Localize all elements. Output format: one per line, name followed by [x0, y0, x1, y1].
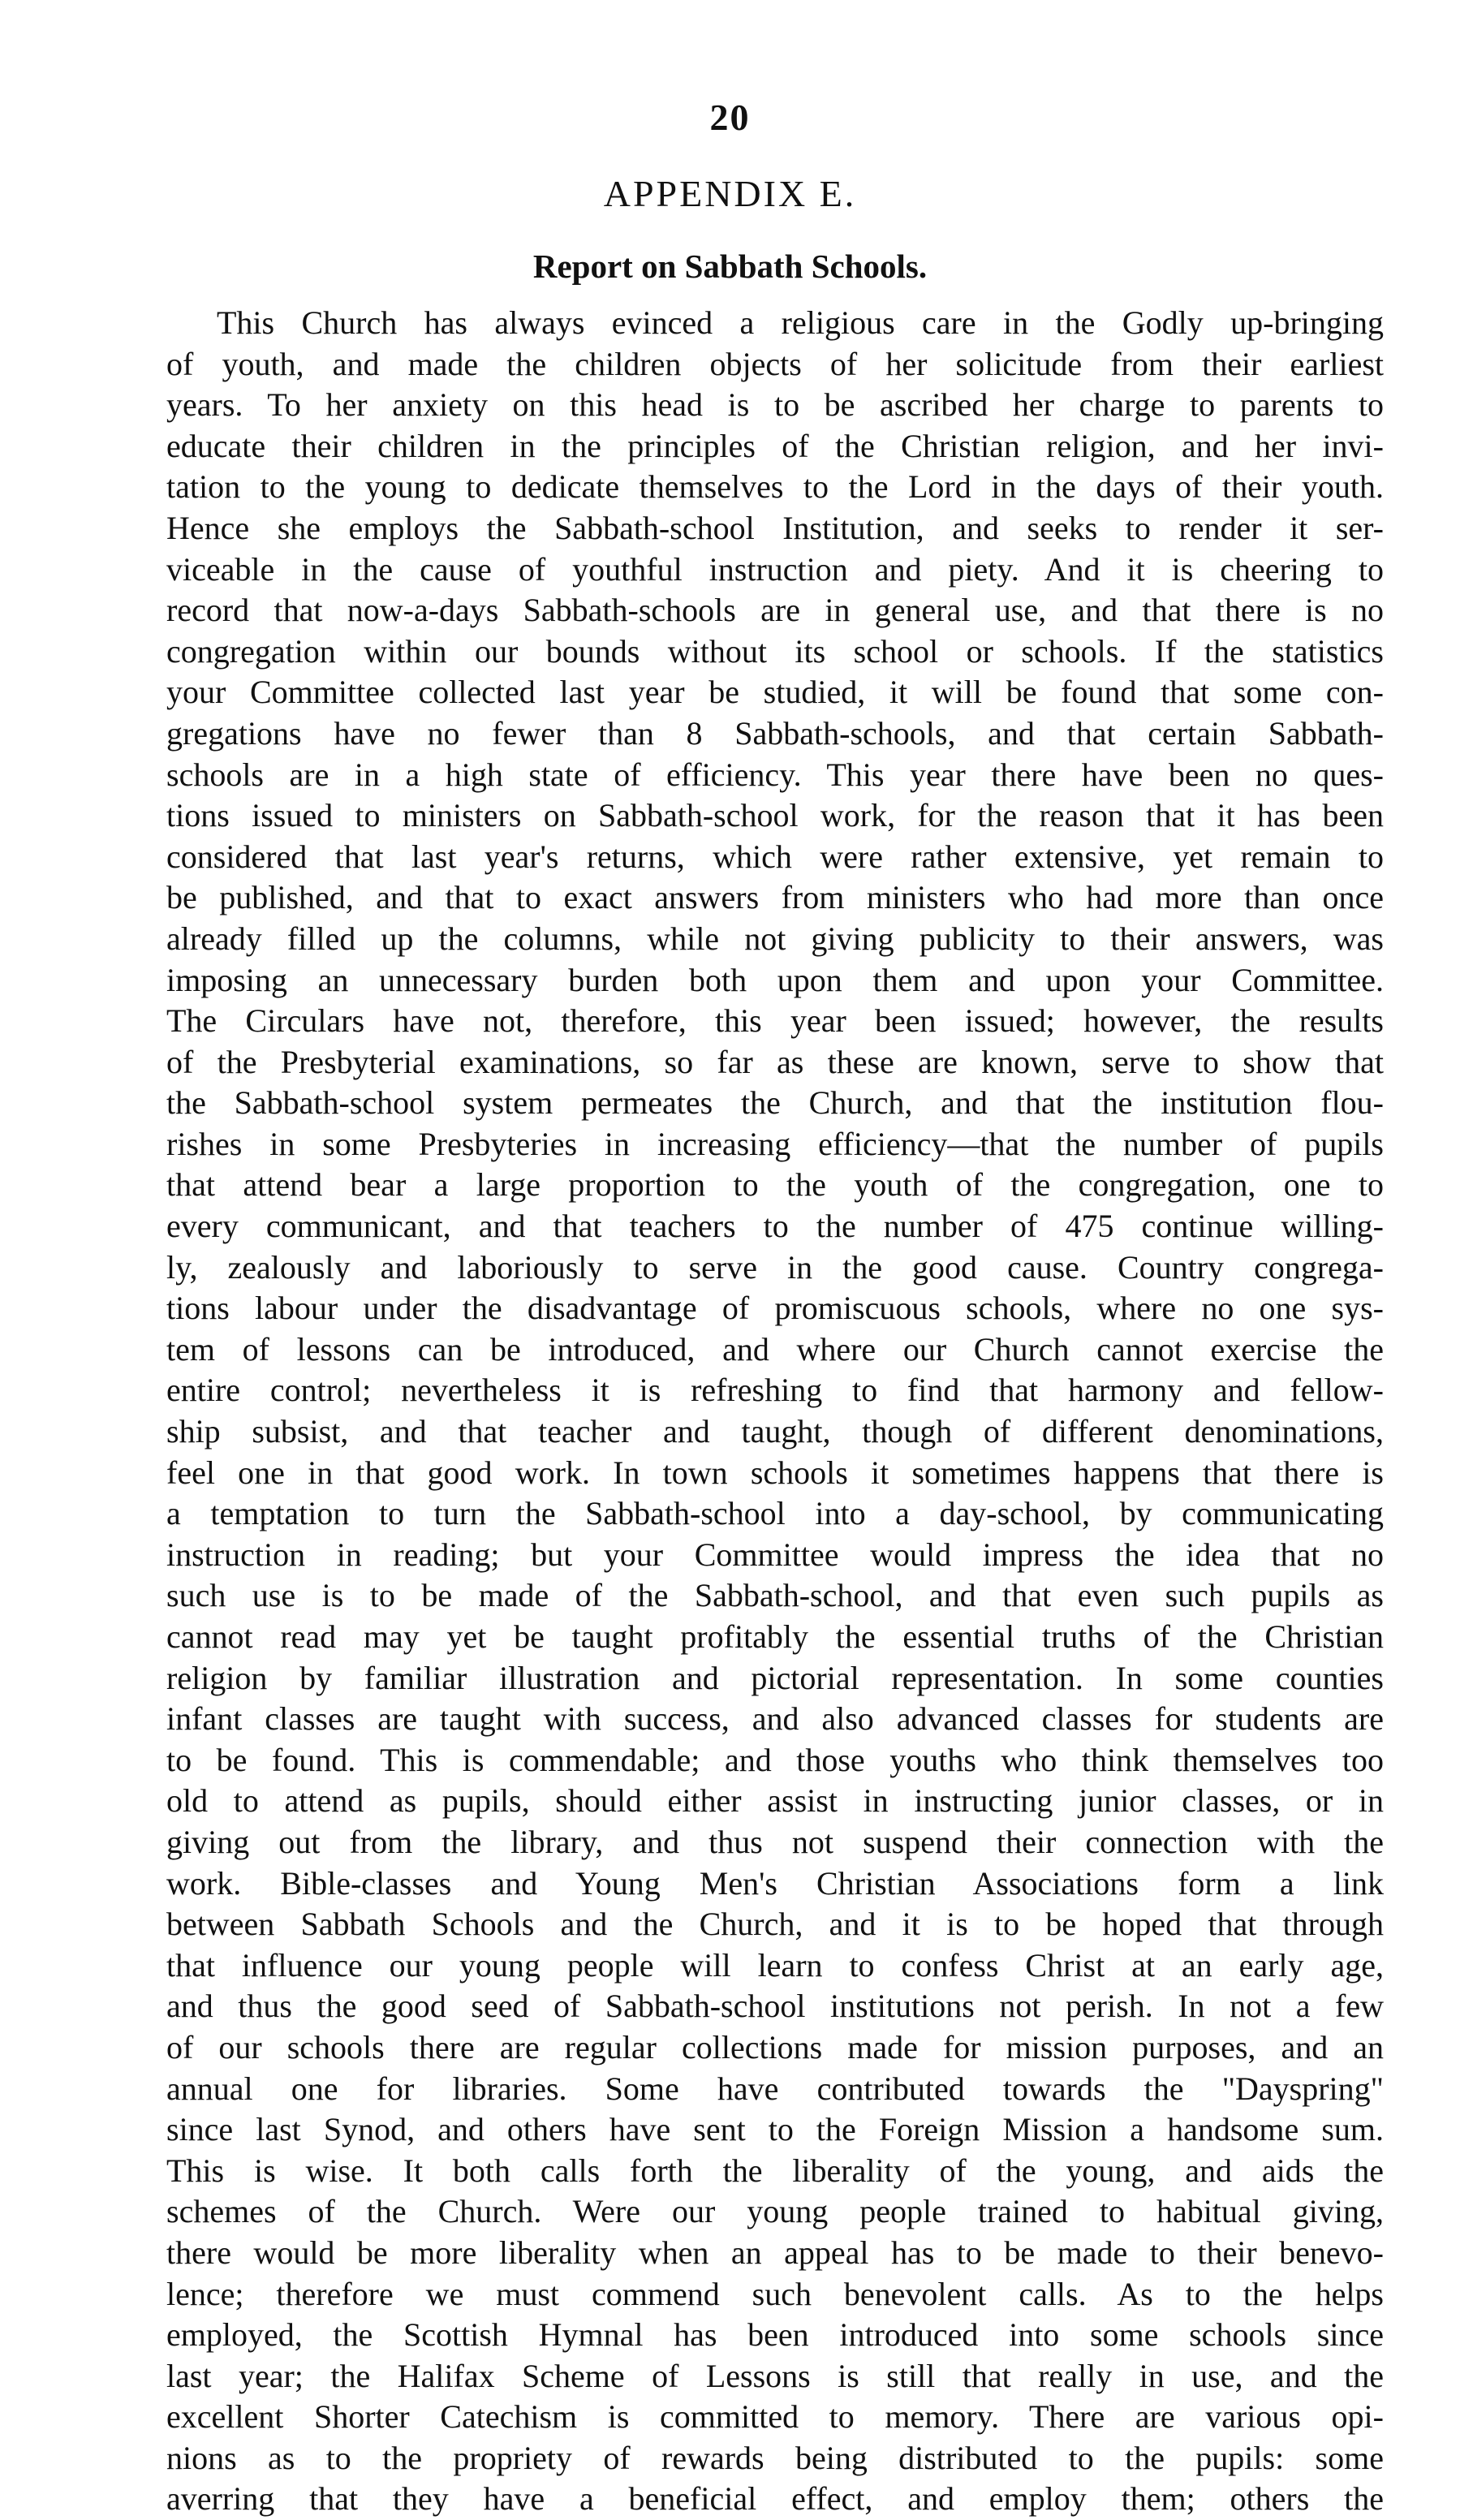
text-line: that influence our young people will learn to confess Christ at an early age, [166, 1946, 1384, 1984]
text-line: every communicant, and that teachers to the number of 475 continue willing- [166, 1208, 1384, 1245]
text-line: already filled up the columns, while not giving publicity to their answers, was [166, 920, 1384, 957]
text-line: that attend bear a large proportion to the youth of the congregation, one to [166, 1166, 1384, 1204]
text-line: Hence she employs the Sabbath-school Institution, and seeks to render it ser- [166, 509, 1384, 546]
text-line: work. Bible-classes and Young Men's Christian Associations form a link [166, 1864, 1384, 1902]
text-line: be published, and that to exact answers from ministers who had more than once [166, 879, 1384, 916]
text-line: annual one for libraries. Some have contributed towards the "Dayspring" [166, 2070, 1384, 2107]
text-line: considered that last year's returns, which were rather extensive, yet remain to [166, 838, 1384, 875]
text-line: schemes of the Church. Were our young people trained to habitual giving, [166, 2193, 1384, 2230]
text-line: imposing an unnecessary burden both upon them and upon your Committee. [166, 961, 1384, 998]
text-line: tions labour under the disadvantage of promiscuous schools, where no one sys- [166, 1290, 1384, 1327]
text-line: ship subsist, and that teacher and taught, though of different denominations, [166, 1413, 1384, 1450]
text-line: ly, zealously and laboriously to serve in the good cause. Country congrega- [166, 1248, 1384, 1286]
text-line: averring that they have a beneficial effect, and employ them; others the [166, 2480, 1384, 2518]
text-line: your Committee collected last year be studied, it will be found that some con- [166, 674, 1384, 711]
report-body [166, 303, 1384, 2520]
text-line: nions as to the propriety of rewards being distributed to the pupils: some [166, 2439, 1384, 2476]
text-line: excellent Shorter Catechism is committed to memory. There are various opi- [166, 2398, 1384, 2436]
text-line: congregation within our bounds without its school or schools. If the statistics [166, 632, 1384, 670]
text-line: of youth, and made the children objects of her solicitude from their earliest [166, 345, 1384, 382]
text-line: tation to the young to dedicate themselves to the Lord in the days of their youth. [166, 468, 1384, 506]
text-line: there would be more liberality when an appeal has to be made to their benevo- [166, 2234, 1384, 2271]
text-line: This Church has always evinced a religious care in the Godly up-bringing [217, 304, 1384, 341]
text-line: the Sabbath-school system permeates the Church, and that the institution flou- [166, 1084, 1384, 1122]
text-line: giving out from the library, and thus not suspend their connection with the [166, 1823, 1384, 1860]
text-line: instruction in reading; but your Committee would impress the idea that no [166, 1536, 1384, 1573]
text-line: a temptation to turn the Sabbath-school into a day-school, by communicating [166, 1495, 1384, 1532]
report-title: Report on Sabbath Schools. [532, 248, 928, 285]
text-line: The Circulars have not, therefore, this year been issued; however, the results [166, 1002, 1384, 1040]
text-line: last year; the Halifax Scheme of Lessons is still that really in use, and the [166, 2357, 1384, 2394]
text-line: educate their children in the principles of the Christian religion, and her invi- [166, 427, 1384, 464]
text-line: tions issued to ministers on Sabbath-school work, for the reason that it has been [166, 797, 1384, 834]
text-line: record that now-a-days Sabbath-schools are in general use, and that there is no [166, 592, 1384, 629]
text-line: years. To her anxiety on this head is to be ascribed her charge to parents to [166, 386, 1384, 424]
text-line: religion by familiar illustration and pictorial representation. In some counties [166, 1659, 1384, 1696]
text-line: to be found. This is commendable; and those youths who think themselves too [166, 1741, 1384, 1778]
text-line: such use is to be made of the Sabbath-school, and that even such pupils as [166, 1577, 1384, 1614]
text-line: and thus the good seed of Sabbath-school institutions not perish. In not a few [166, 1988, 1384, 2025]
page-number: 20 [709, 97, 751, 138]
text-line: employed, the Scottish Hymnal has been introduced into some schools since [166, 2316, 1384, 2354]
text-line: schools are in a high state of efficiency. This year there have been no ques- [166, 756, 1384, 793]
text-line: lence; therefore we must commend such benevolent calls. As to the helps [166, 2275, 1384, 2312]
text-line: infant classes are taught with success, and also advanced classes for students are [166, 1700, 1384, 1738]
appendix-title: APPENDIX E. [603, 173, 857, 214]
text-line: tem of lessons can be introduced, and where our Church cannot exercise the [166, 1330, 1384, 1368]
text-line: since last Synod, and others have sent to the Foreign Mission a handsome sum. [166, 2111, 1384, 2148]
text-line: rishes in some Presbyteries in increasing efficiency—that the number of pupils [166, 1125, 1384, 1162]
text-line: cannot read may yet be taught profitably the essential truths of the Christian [166, 1618, 1384, 1655]
text-line: gregations have no fewer than 8 Sabbath-schools, and that certain Sabbath- [166, 714, 1384, 752]
text-line: entire control; nevertheless it is refreshing to find that harmony and fellow- [166, 1372, 1384, 1409]
text-line: feel one in that good work. In town schools it sometimes happens that there is [166, 1454, 1384, 1491]
text-line: This is wise. It both calls forth the liberality of the young, and aids the [166, 2152, 1384, 2189]
text-line: old to attend as pupils, should either assist in instructing junior classes, or in [166, 1782, 1384, 1820]
text-line: viceable in the cause of youthful instruction and piety. And it is cheering to [166, 550, 1384, 588]
text-line: of our schools there are regular collections made for mission purposes, and an [166, 2028, 1384, 2066]
text-line: of the Presbyterial examinations, so far as these are known, serve to show that [166, 1043, 1384, 1080]
text-line: between Sabbath Schools and the Church, and it is to be hoped that through [166, 1906, 1384, 1943]
